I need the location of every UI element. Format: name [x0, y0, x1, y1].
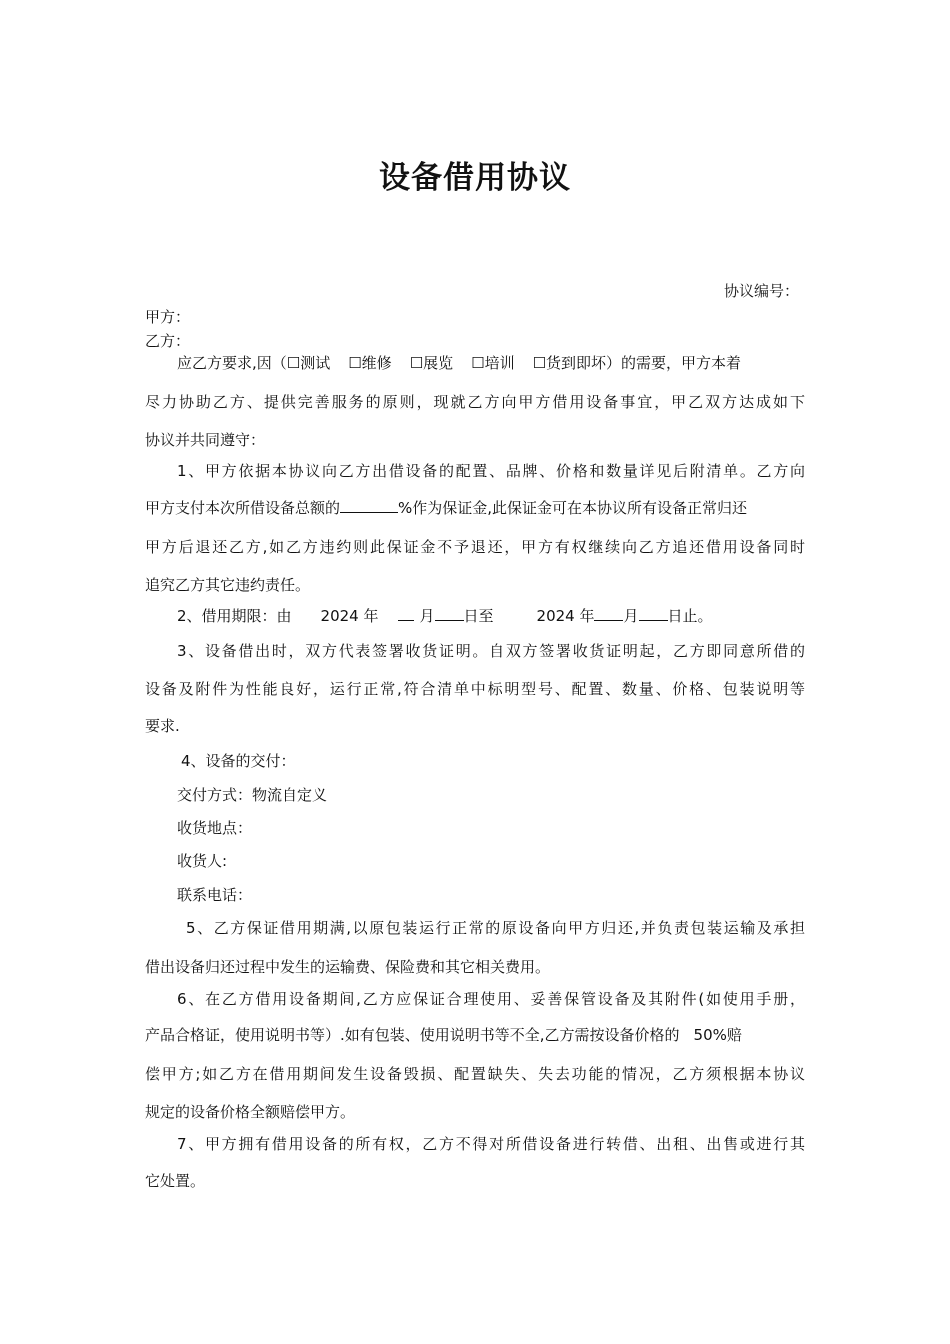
clause6-line-1: 6、在乙方借用设备期间,乙方应保证合理使用、妥善保管设备及其附件(如使用手册，	[177, 990, 805, 1008]
delivery-method: 交付方式：物流自定义	[177, 786, 328, 804]
intro-suffix: ）的需要，甲方本着	[606, 354, 742, 372]
start-day-label: 日至	[463, 607, 494, 625]
clause1-line-2-suffix: %作为保证金,此保证金可在本协议所有设备正常归还	[398, 499, 748, 517]
intro-line-3: 协议并共同遵守：	[145, 431, 266, 449]
agreement-number-label: 协议编号：	[724, 282, 800, 300]
option-test: ☐测试	[286, 354, 331, 372]
clause5-line-1: 5、乙方保证借用期满,以原包装运行正常的原设备向甲方归还,并负责包装运输及承担	[186, 919, 805, 937]
clause1-line-2	[145, 498, 747, 518]
delivery-address: 收货地点：	[177, 819, 253, 837]
clause6-line-2-prefix: 产品合格证，使用说明书等）.如有包装、使用说明书等不全,乙方需按设备价格的	[145, 1026, 680, 1044]
option-repair: ☐维修	[348, 354, 392, 372]
option-exhibition: ☐展览	[409, 354, 454, 372]
end-day-label: 日止。	[667, 607, 713, 625]
clause7-line-2: 它处置。	[145, 1172, 206, 1190]
intro-line-1	[177, 353, 741, 373]
end-year: 2024 年	[536, 607, 595, 625]
option-doa: ☐货到即坏	[532, 354, 607, 372]
clause3-line-1: 3、设备借出时，双方代表签署收货证明。自双方签署收货证明起，乙方即同意所借的	[177, 642, 805, 660]
party-b-label: 乙方：	[145, 332, 191, 350]
clause7-line-1: 7、甲方拥有借用设备的所有权，乙方不得对所借设备进行转借、出租、出售或进行其	[177, 1135, 805, 1153]
start-day-blank	[435, 606, 464, 621]
start-month-label: 月	[419, 607, 435, 625]
start-month-blank	[398, 606, 414, 621]
start-year: 2024 年	[320, 607, 379, 625]
clause1-line-4: 追究乙方其它违约责任。	[145, 576, 311, 594]
clause1-line-2-prefix: 甲方支付本次所借设备总额的	[145, 499, 341, 517]
intro-prefix: 应乙方要求,因（	[177, 354, 287, 372]
end-month-blank	[594, 606, 623, 621]
clause3-line-3: 要求.	[145, 717, 180, 735]
option-training: ☐培训	[471, 354, 515, 372]
end-day-blank	[639, 606, 668, 621]
clause2-prefix: 2、借用期限：由	[177, 607, 292, 625]
end-month-label: 月	[623, 607, 639, 625]
clause3-line-2: 设备及附件为性能良好，运行正常,符合清单中标明型号、配置、数量、价格、包装说明等	[145, 680, 805, 698]
intro-line-2: 尽力协助乙方、提供完善服务的原则，现就乙方向甲方借用设备事宜，甲乙双方达成如下	[145, 393, 805, 411]
clause6-line-4: 规定的设备价格全额赔偿甲方。	[145, 1103, 356, 1121]
clause5-line-2: 借出设备归还过程中发生的运输费、保险费和其它相关费用。	[145, 958, 551, 976]
contact-phone: 联系电话：	[177, 886, 253, 904]
clause6-line-2	[145, 1025, 742, 1045]
clause1-line-3: 甲方后退还乙方,如乙方违约则此保证金不予退还，甲方有权继续向乙方追还借用设备同时	[145, 538, 805, 556]
clause6-line-3: 偿甲方;如乙方在借用期间发生设备毁损、配置缺失、失去功能的情况，乙方须根据本协议	[145, 1065, 805, 1083]
clause6-line-2-suffix: 50%赔	[693, 1026, 742, 1044]
clause1-line-1: 1、甲方依据本协议向乙方出借设备的配置、品牌、价格和数量详见后附清单。乙方向	[177, 462, 805, 480]
document-title: 设备借用协议	[379, 160, 571, 196]
deposit-percent-blank	[340, 498, 398, 513]
receiver: 收货人:	[177, 852, 228, 870]
clause4-heading: 4、设备的交付：	[181, 752, 296, 770]
clause2-line	[177, 606, 713, 626]
party-a-label: 甲方：	[145, 308, 191, 326]
